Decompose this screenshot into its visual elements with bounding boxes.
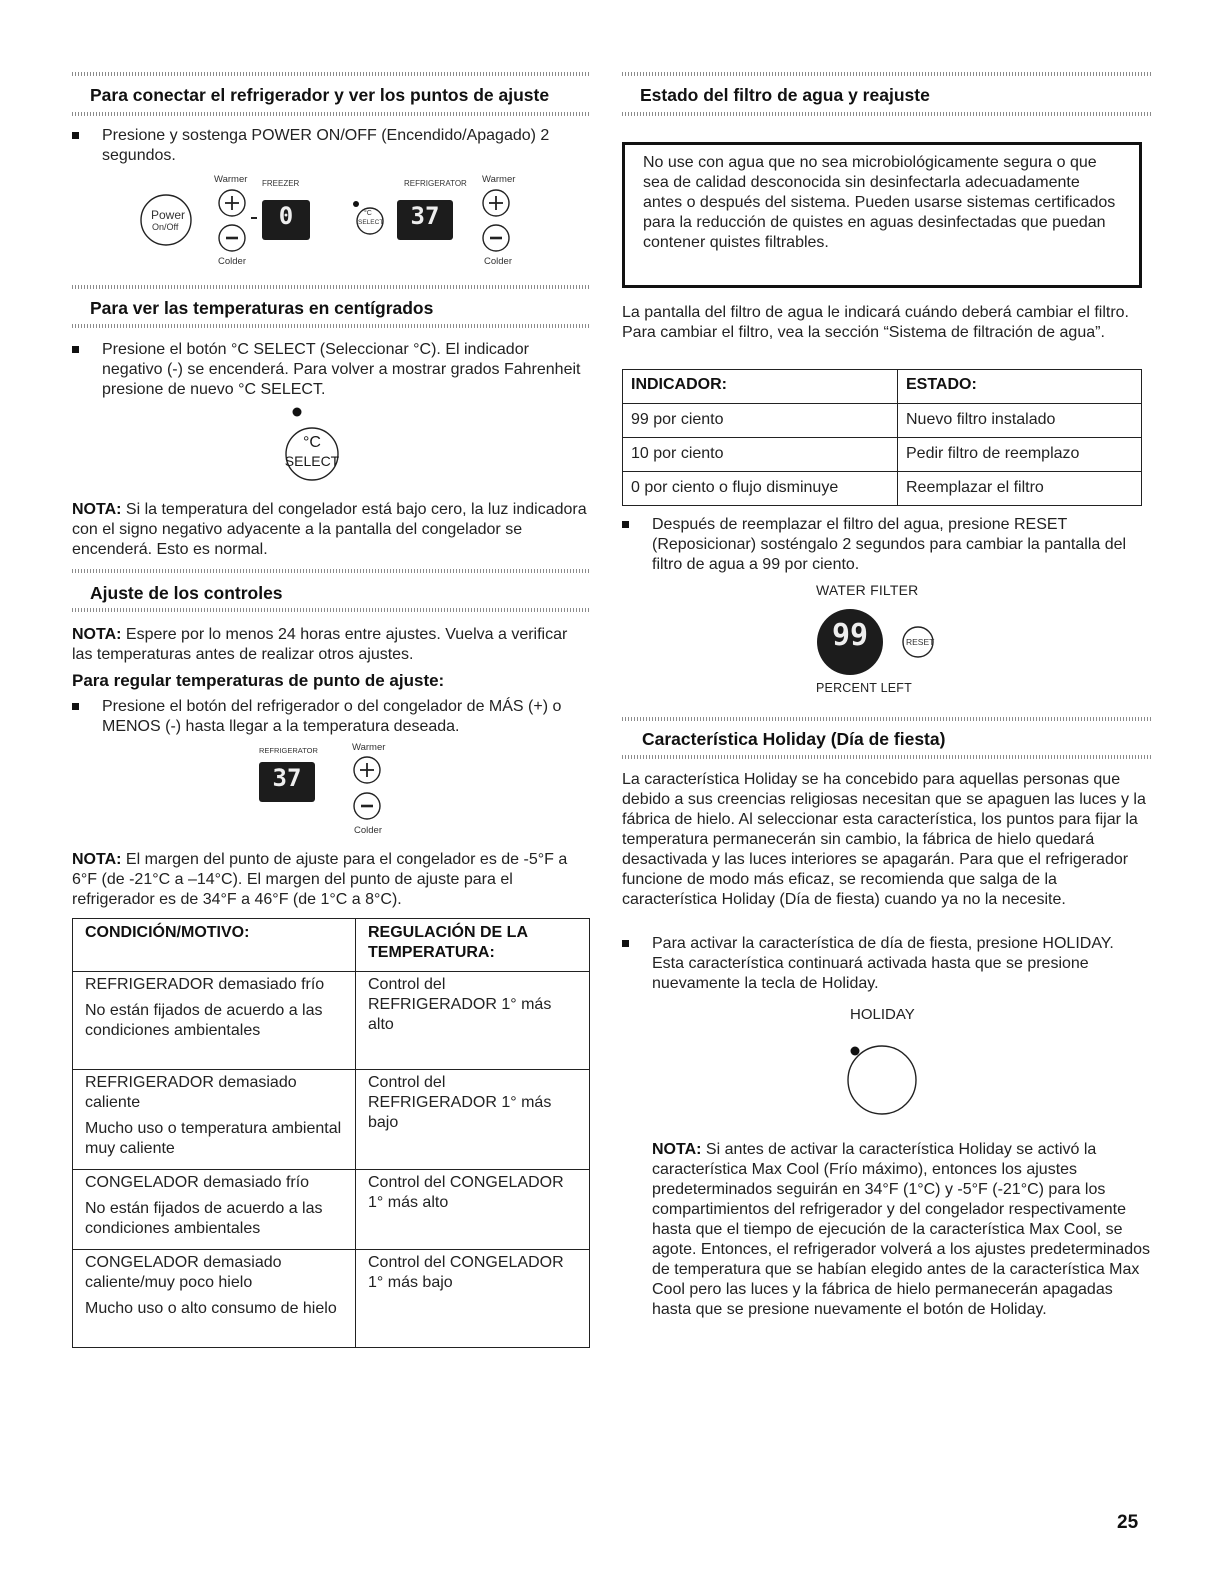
section-heading-holiday: Característica Holiday (Día de fiesta) bbox=[642, 729, 946, 749]
note-label: NOTA: bbox=[72, 626, 122, 643]
bullet-text: Después de reemplazar el filtro del agua, presione RESET (Reposicionar) sosténgalo 2 segundos para cambiar la pantalla del filtro de agua a 99 por ciento. bbox=[652, 516, 1127, 573]
condition-text: REFRIGERADOR demasiado frío bbox=[85, 976, 325, 993]
table-row bbox=[73, 1170, 590, 1250]
holiday-button[interactable] bbox=[848, 1046, 916, 1114]
table-row bbox=[623, 472, 1142, 506]
section-divider bbox=[622, 755, 1152, 759]
section-divider bbox=[622, 112, 1152, 116]
refrigerator-display-value: 37 bbox=[410, 202, 440, 230]
section-divider bbox=[622, 72, 1152, 76]
section-divider bbox=[72, 72, 590, 76]
table-header: INDICADOR: bbox=[623, 370, 898, 404]
bullet-square-icon bbox=[622, 940, 629, 947]
section-divider bbox=[72, 285, 590, 289]
celsius-select-illustration bbox=[277, 406, 347, 486]
colder-label: Colder bbox=[354, 825, 382, 836]
condition-text: CONGELADOR demasiado caliente/muy poco hielo bbox=[85, 1254, 282, 1291]
note-label: NOTA: bbox=[72, 501, 122, 518]
status-cell: Reemplazar el filtro bbox=[898, 472, 1142, 506]
note-text: El margen del punto de ajuste para el congelador es de -5°F a 6°F (de -21°C a –14°C). El margen del punto de ajuste para el refrigerador es de 34°F a 46°F (de 1°C a 8°C). bbox=[72, 851, 568, 908]
note-label: NOTA: bbox=[652, 1141, 702, 1158]
bullet-text: Presione el botón °C SELECT (Seleccionar °C). El indicador negativo (-) se encenderá. Para volver a mostrar grados Fahrenheit presione de nuevo °C SELECT. bbox=[102, 341, 581, 398]
note-setpoint-range bbox=[72, 850, 590, 910]
refrigerator-control-illustration bbox=[257, 740, 407, 840]
bullet-square-icon bbox=[72, 346, 79, 353]
section-heading-celsius: Para ver las temperaturas en centígrados bbox=[90, 298, 434, 318]
section-divider bbox=[622, 717, 1152, 721]
reason-text: Mucho uso o alto consumo de hielo bbox=[85, 1300, 337, 1317]
indicator-cell: 10 por ciento bbox=[623, 438, 898, 472]
filter-display-paragraph: La pantalla del filtro de agua le indicará cuándo deberá cambiar el filtro. Para cambiar el filtro, vea la sección “Sistema de filtración de agua”. bbox=[622, 304, 1129, 341]
status-cell: Pedir filtro de reemplazo bbox=[898, 438, 1142, 472]
power-label: Power bbox=[151, 208, 186, 222]
section-heading-water-filter: Estado del filtro de agua y reajuste bbox=[640, 85, 930, 105]
condition-text: CONGELADOR demasiado frío bbox=[85, 1174, 310, 1191]
note-text: Espere por lo menos 24 horas entre ajustes. Vuelva a verificar las temperaturas antes de realizar otros ajustes. bbox=[72, 626, 568, 663]
table-row bbox=[623, 438, 1142, 472]
bullet-celsius bbox=[72, 340, 590, 400]
bullet-power bbox=[72, 126, 590, 166]
indicator-cell: 0 por ciento o flujo disminuye bbox=[623, 472, 898, 506]
bullet-square-icon bbox=[72, 703, 79, 710]
bullet-square-icon bbox=[622, 521, 629, 528]
table-header: REGULACIÓN DE LA TEMPERATURA: bbox=[356, 919, 590, 972]
colder-label: Colder bbox=[484, 256, 512, 267]
select-degree-label: °C bbox=[364, 210, 372, 217]
holiday-label: HOLIDAY bbox=[850, 1006, 915, 1023]
bullet-text: Presione y sostenga POWER ON/OFF (Encendido/Apagado) 2 segundos. bbox=[102, 127, 550, 164]
section-divider bbox=[72, 112, 590, 116]
condition-table bbox=[72, 918, 590, 1348]
table-header: CONDICIÓN/MOTIVO: bbox=[73, 919, 356, 972]
bullet-text: Presione el botón del refrigerador o del congelador de MÁS (+) o MENOS (-) hasta llegar a la temperatura deseada. bbox=[102, 698, 562, 735]
bullet-adjust bbox=[72, 697, 590, 737]
section-heading-controls: Ajuste de los controles bbox=[90, 583, 283, 603]
on-off-label: On/Off bbox=[152, 222, 179, 232]
reason-text: Mucho uso o temperatura ambiental muy caliente bbox=[85, 1120, 342, 1157]
select-degree-label: °C bbox=[303, 434, 321, 451]
table-header: ESTADO: bbox=[898, 370, 1142, 404]
refrigerator-display-value: 37 bbox=[272, 764, 302, 792]
bullet-reset bbox=[622, 515, 1147, 575]
regulation-text: Control del CONGELADOR 1° más bajo bbox=[356, 1250, 590, 1348]
regulation-text: Control del REFRIGERADOR 1° más alto bbox=[356, 972, 590, 1070]
refrigerator-label: REFRIGERATOR bbox=[404, 179, 467, 188]
reset-label: RESET bbox=[906, 637, 935, 647]
warmer-label: Warmer bbox=[352, 742, 386, 753]
indicator-cell: 99 por ciento bbox=[623, 404, 898, 438]
section-heading-connect: Para conectar el refrigerador y ver los puntos de ajuste bbox=[90, 85, 550, 105]
subheading-setpoints: Para regular temperaturas de punto de ajuste: bbox=[72, 671, 445, 690]
section-divider bbox=[72, 569, 590, 573]
colder-label: Colder bbox=[218, 256, 246, 267]
warmer-label: Warmer bbox=[482, 174, 516, 185]
page-number: 25 bbox=[1117, 1512, 1139, 1533]
reason-text: No están fijados de acuerdo a las condiciones ambientales bbox=[85, 1002, 323, 1039]
select-label: SELECT bbox=[284, 453, 340, 469]
water-filter-label: WATER FILTER bbox=[816, 582, 919, 598]
holiday-description: La característica Holiday se ha concebido para aquellas personas que debido a sus creencias religiosas necesitan que se apaguen las luces y la fábrica de hielo. Al seleccionar esta característica, los puntos para fijar la temperatura permanecerán sin cambio, la fábrica de hielo quedará desactivada y las luces interiores se apagarán. Para que el refrigerador funcione de modo más eficaz, se recomienda que salga de la característica Holiday (Día de fiesta) cuando ya no la necesite. bbox=[622, 771, 1146, 908]
note-wait-24-hours bbox=[72, 625, 590, 665]
regulation-text: Control del CONGELADOR 1° más alto bbox=[356, 1170, 590, 1250]
note-text: Si la temperatura del congelador está bajo cero, la luz indicadora con el signo negativo adyacente a la pantalla del congelador se encenderá. Esto es normal. bbox=[72, 501, 587, 558]
note-label: NOTA: bbox=[72, 851, 122, 868]
holiday-button-illustration bbox=[842, 1042, 922, 1122]
table-row bbox=[73, 1070, 590, 1170]
regulation-text: Control del REFRIGERADOR 1° más bajo bbox=[356, 1070, 590, 1170]
freezer-label: FREEZER bbox=[262, 179, 300, 188]
percent-left-label: PERCENT LEFT bbox=[816, 681, 912, 695]
condition-text: REFRIGERADOR demasiado caliente bbox=[85, 1074, 297, 1111]
table-row bbox=[623, 404, 1142, 438]
note-freezer-below-zero bbox=[72, 500, 590, 560]
bullet-text: Para activar la característica de día de fiesta, presione HOLIDAY. Esta característica continuará activada hasta que se presione nuevamente la tecla de Holiday. bbox=[652, 935, 1114, 992]
warning-box: No use con agua que no sea microbiológicamente segura o que sea de calidad desconocida sin desinfectarla adecuadamente antes o después del sistema. Pueden usarse sistemas certificados para la reducción de quistes en aguas desinfectadas que puedan contener quistes filtrables. bbox=[622, 142, 1142, 288]
section-divider bbox=[72, 608, 590, 612]
filter-display-value: 99 bbox=[831, 618, 869, 653]
refrigerator-label: REFRIGERATOR bbox=[259, 746, 318, 755]
filter-indicator-table bbox=[622, 369, 1142, 506]
section-divider bbox=[72, 324, 590, 328]
status-cell: Nuevo filtro instalado bbox=[898, 404, 1142, 438]
water-filter-illustration bbox=[812, 582, 962, 697]
bullet-holiday bbox=[622, 934, 1147, 994]
note-max-cool bbox=[652, 1140, 1152, 1320]
select-label: SELECT bbox=[358, 219, 384, 226]
note-text: Si antes de activar la característica Holiday se activó la característica Max Cool (Frío máximo), entonces los ajustes predeterminados seguirán en 34°F (1°C) y -5°F (-21°C) para los compartimientos del refrigerador y del congelador respectivamente hasta que el tiempo de ejecución de la característica Max Cool, se agote. Entonces, el refrigerador volverá a los ajustes predeterminados de temperatura que se habían elegido antes de la característica Max Cool pero las luces y la fábrica de hielo permanecerán apagadas hasta que se presione nuevamente el botón de Holiday. bbox=[652, 1141, 1151, 1318]
reason-text: No están fijados de acuerdo a las condiciones ambientales bbox=[85, 1200, 323, 1237]
control-panel-illustration bbox=[122, 170, 542, 270]
warmer-label: Warmer bbox=[214, 174, 248, 185]
table-row bbox=[73, 972, 590, 1070]
bullet-square-icon bbox=[72, 132, 79, 139]
freezer-display-value: 0 bbox=[278, 202, 294, 230]
table-row bbox=[73, 1250, 590, 1348]
